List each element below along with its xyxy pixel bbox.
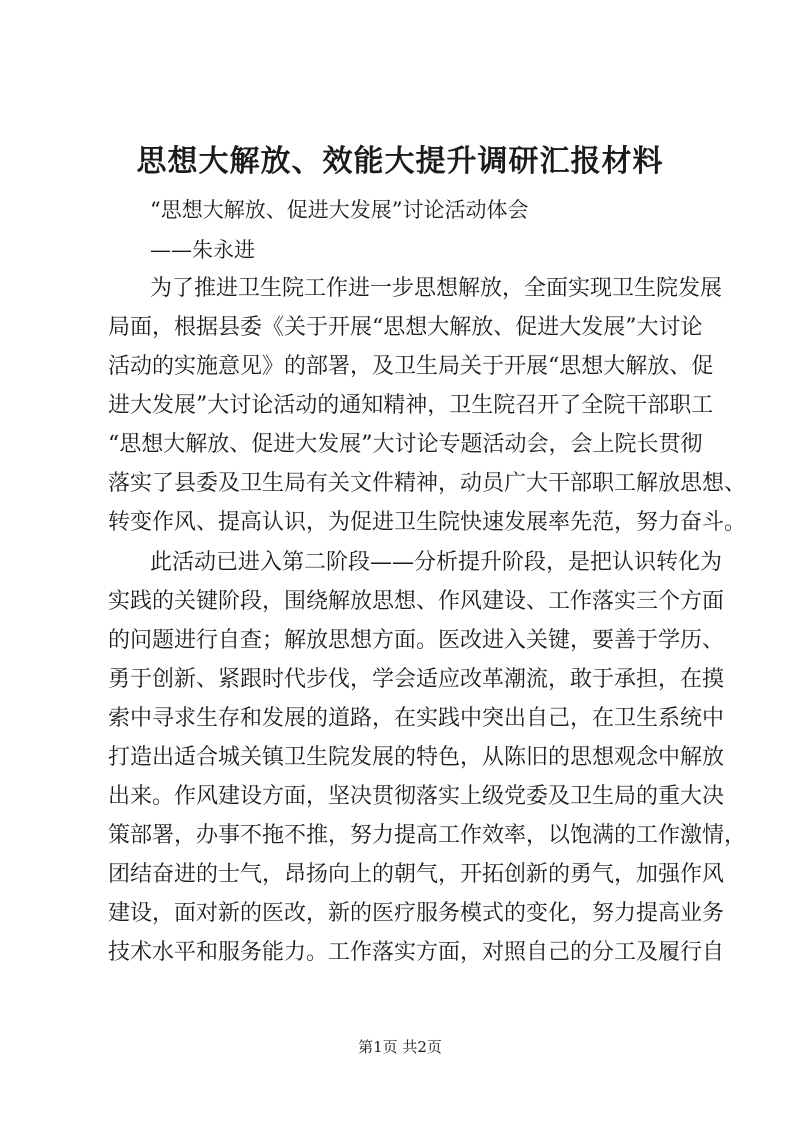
paragraph-1: [108, 269, 747, 542]
text-line: 出来。作风建设方面，坚决贯彻落实上级党委及卫生局的重大决: [108, 784, 725, 809]
document-title: 思想大解放、效能大提升调研汇报材料: [136, 144, 664, 179]
text-line: 建设，面对新的医改，新的医疗服务模式的变化，努力提高业务: [108, 901, 725, 926]
text-line: 落实了县委及卫生局有关文件精神，动员广大干部职工解放思想、: [108, 471, 747, 496]
text-line: 策部署，办事不拖不推，努力提高工作效率，以饱满的工作激情，: [108, 823, 747, 848]
text-line: 活动的实施意见》的部署，及卫生局关于开展“思想大解放、促: [108, 354, 714, 379]
text-line: 团结奋进的士气，昂扬向上的朝气，开拓创新的勇气，加强作风: [108, 862, 725, 887]
text-line: 局面，根据县委《关于开展“思想大解放、促进大发展”大讨论: [108, 315, 703, 340]
text-line: 转变作风、提高认识，为促进卫生院快速发展率先范，努力奋斗。: [108, 510, 747, 535]
text-line: 打造出适合城关镇卫生院发展的特色，从陈旧的思想观念中解放: [108, 745, 725, 770]
document-subtitle: “思想大解放、促进大发展”讨论活动体会: [150, 198, 529, 222]
text-line: 此活动已进入第二阶段——分析提升阶段，是把认识转化为: [150, 550, 723, 575]
text-line: 为了推进卫生院工作进一步思想解放，全面实现卫生院发展: [150, 276, 723, 301]
text-line: 进大发展”大讨论活动的通知精神，卫生院召开了全院干部职工: [108, 393, 714, 418]
page-number: 第1页 共2页: [358, 1038, 442, 1056]
paragraph-2: [108, 543, 747, 972]
text-line: 的问题进行自查；解放思想方面。医改进入关键，要善于学历、: [108, 628, 725, 653]
text-line: 勇于创新、紧跟时代步伐，学会适应改革潮流，敢于承担，在摸: [108, 667, 725, 692]
text-line: 索中寻求生存和发展的道路，在实践中突出自己，在卫生系统中: [108, 706, 725, 731]
document-author: ——朱永进: [150, 238, 255, 262]
text-line: “思想大解放、促进大发展”大讨论专题活动会，会上院长贯彻: [108, 432, 703, 457]
text-line: 实践的关键阶段，围绕解放思想、作风建设、工作落实三个方面: [108, 589, 725, 614]
text-line: 技术水平和服务能力。工作落实方面，对照自己的分工及履行自: [108, 940, 725, 965]
